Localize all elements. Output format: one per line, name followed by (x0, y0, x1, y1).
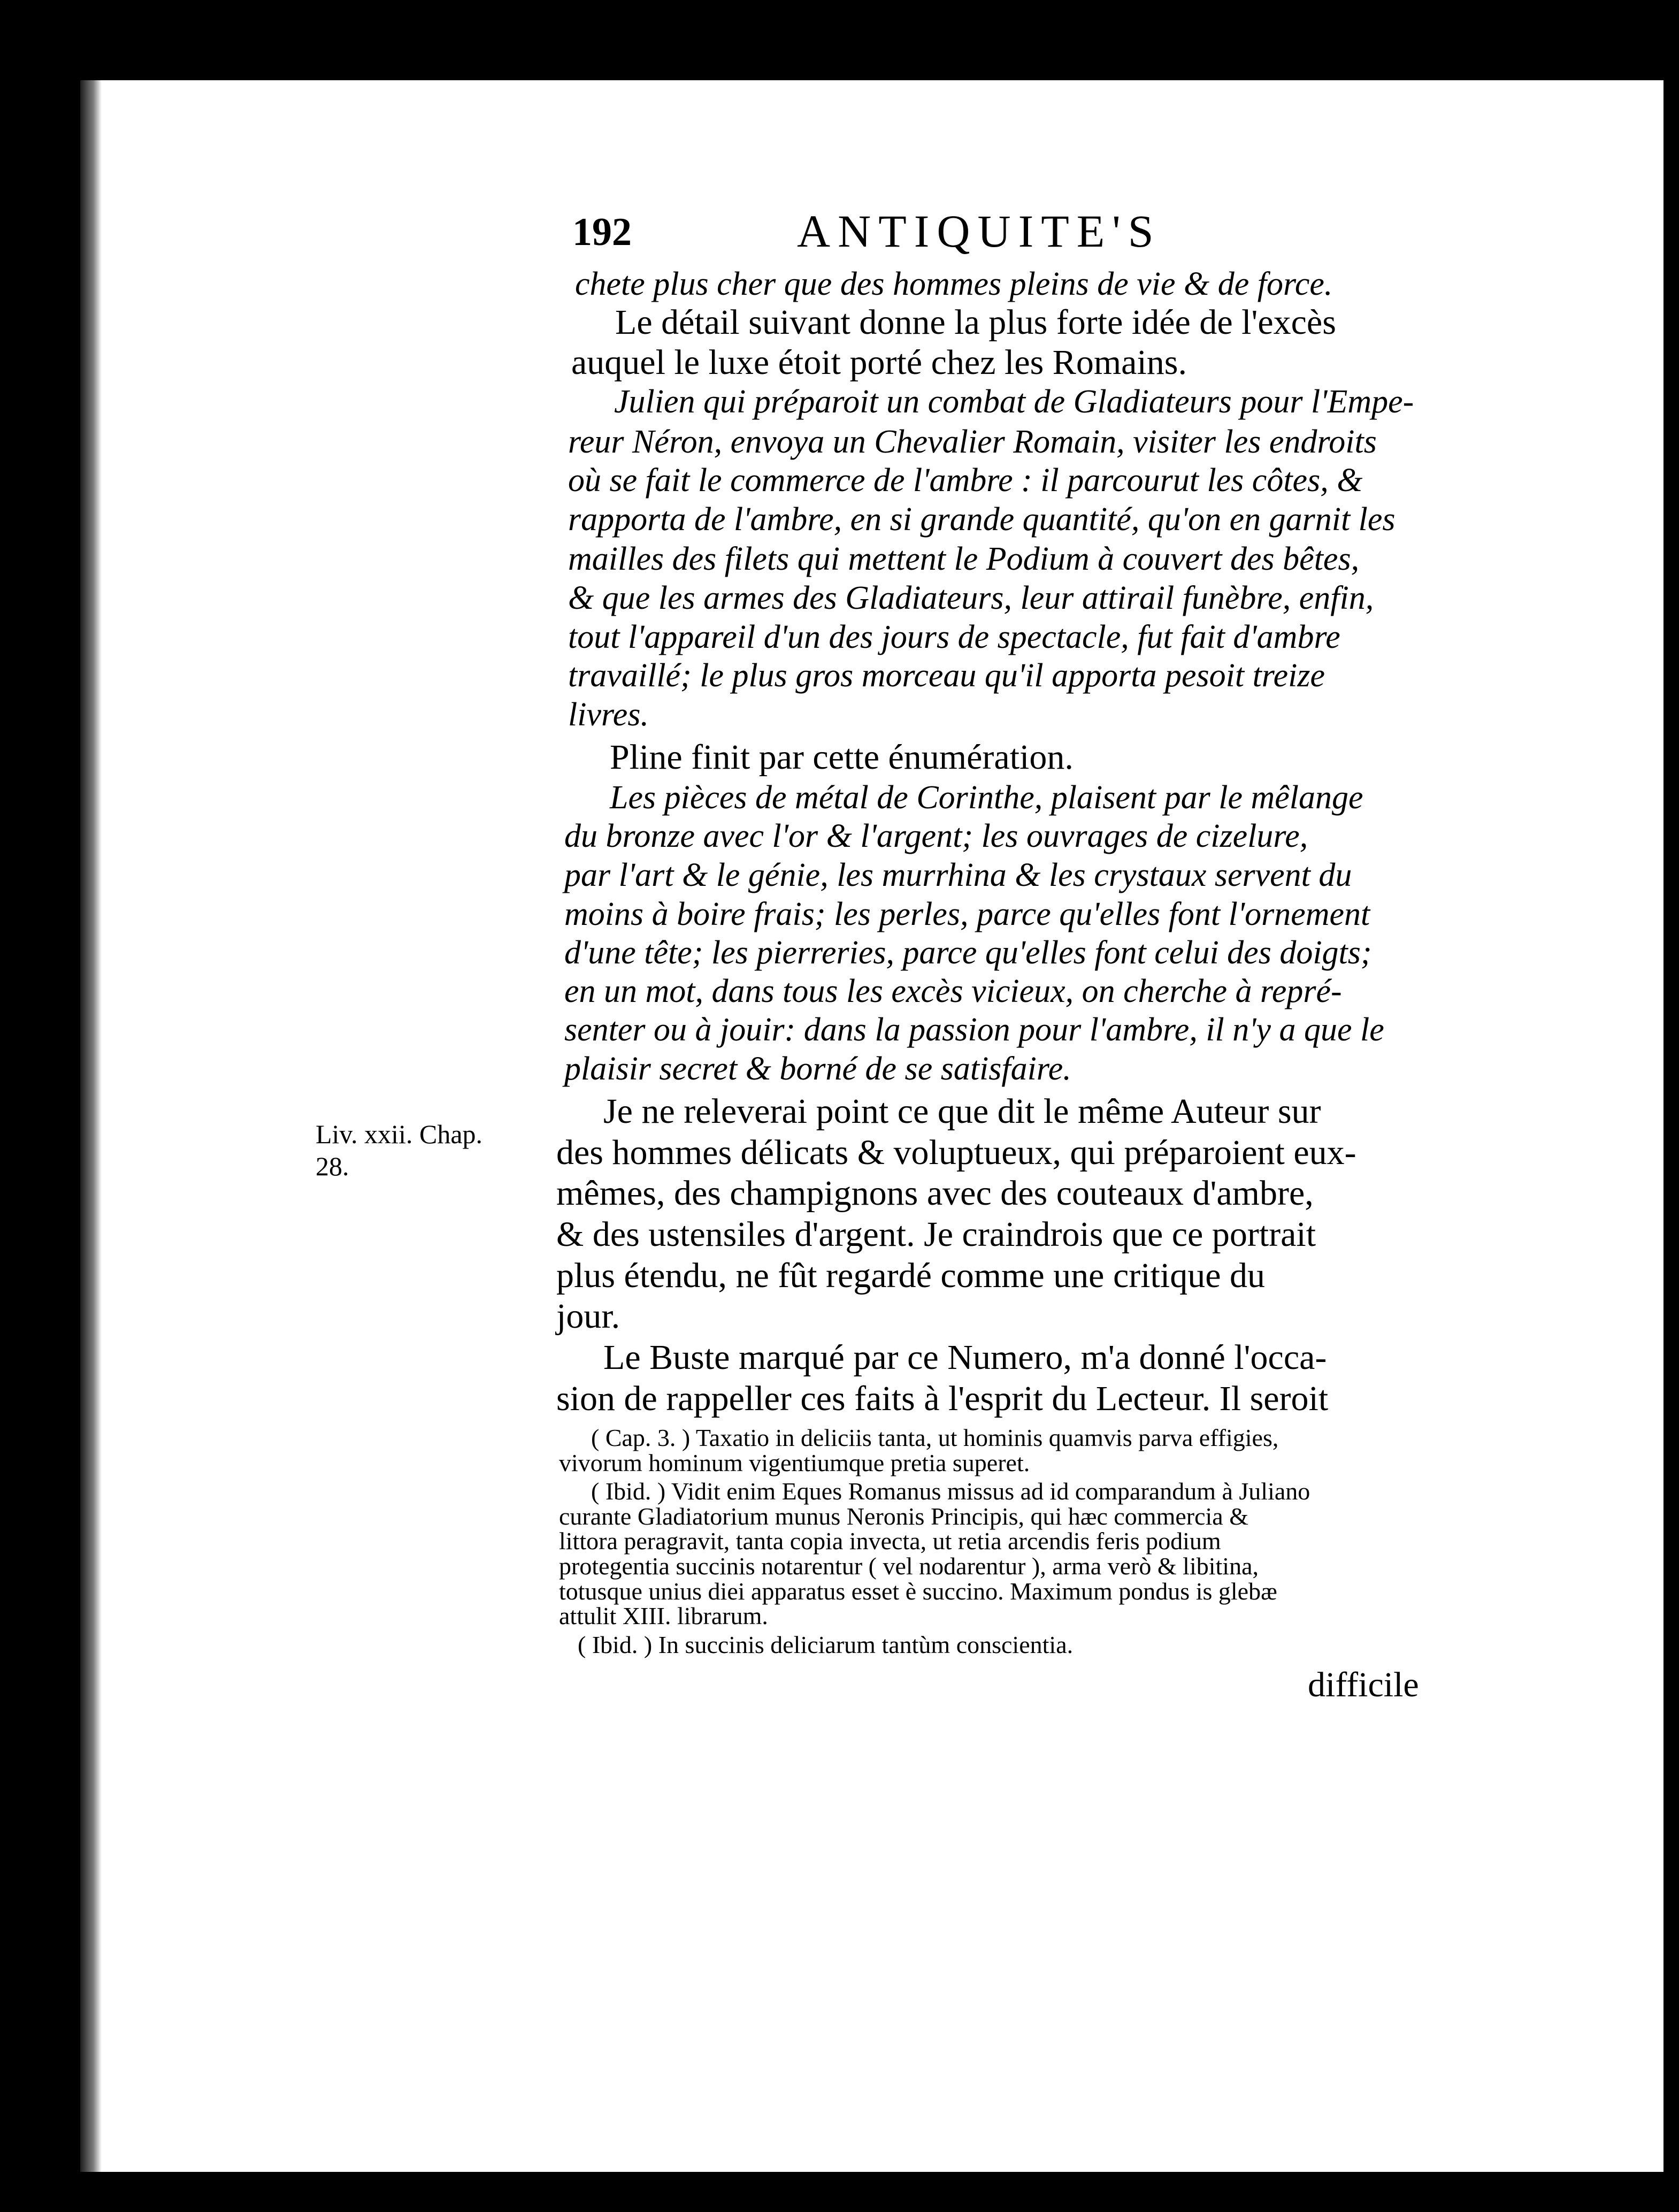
body-line: livres. (568, 696, 649, 733)
body-line: moins à boire frais; les perles, parce qu'elles font l'ornement (564, 896, 1370, 932)
body-line: mêmes, des champignons avec des couteaux d'ambre, (556, 1174, 1314, 1213)
footnote-line: ( Ibid. ) Vidit enim Eques Romanus missus ad id comparandum à Juliano (591, 1478, 1310, 1505)
footnote-line: vivorum hominum vigentiumque pretia superet. (559, 1449, 1030, 1476)
footnote-line: curante Gladiatorium munus Neronis Principis, qui hæc commercia & (559, 1503, 1248, 1530)
margin-note-line: 28. (316, 1151, 349, 1181)
scan-border-top (0, 0, 1679, 80)
scan-border-bottom (0, 2172, 1679, 2212)
body-line: Les pièces de métal de Corinthe, plaisent par le mêlange (610, 779, 1363, 816)
body-line: Le détail suivant donne la plus forte idée de l'excès (615, 303, 1336, 342)
body-line: Pline finit par cette énumération. (610, 738, 1074, 777)
body-line: jour. (556, 1297, 620, 1336)
footnote-line: littora peragravit, tanta copia invecta, ut retia arcendis feris podium (559, 1527, 1221, 1555)
body-line: où se fait le commerce de l'ambre : il parcourut les côtes, & (568, 462, 1363, 499)
footnote-line: ( Ibid. ) In succinis deliciarum tantùm conscientia. (578, 1631, 1074, 1658)
body-line: senter ou à jouir: dans la passion pour l'ambre, il n'y a que le (564, 1012, 1384, 1048)
body-line: des hommes délicats & voluptueux, qui préparoient eux- (556, 1133, 1356, 1172)
margin-note-line: Liv. xxii. Chap. (316, 1119, 483, 1149)
body-line: du bronze avec l'or & l'argent; les ouvrages de cizelure, (564, 818, 1308, 854)
footnote-line: attulit XIII. librarum. (559, 1602, 768, 1629)
body-line: mailles des filets qui mettent le Podium à couvert des bêtes, (568, 541, 1360, 577)
body-line: plus étendu, ne fût regardé comme une critique du (556, 1256, 1266, 1295)
footnote-line: protegentia succinis notarentur ( vel nodarentur ), arma verò & libitina, (559, 1552, 1259, 1580)
body-line: rapporta de l'ambre, en si grande quantité, qu'on en garnit les (568, 501, 1396, 538)
body-line: par l'art & le génie, les murrhina & les crystaux servent du (564, 857, 1352, 893)
running-head (572, 204, 1439, 263)
catchword: difficile (1308, 1665, 1419, 1704)
body-line: auquel le luxe étoit porté chez les Romains. (571, 343, 1187, 382)
body-line: & que les armes des Gladiateurs, leur attirail funèbre, enfin, (568, 580, 1374, 616)
body-line: en un mot, dans tous les excès vicieux, on cherche à repré- (564, 973, 1342, 1009)
body-line: plaisir secret & borné de se satisfaire. (564, 1051, 1071, 1087)
body-line: reur Néron, envoya un Chevalier Romain, visiter les endroits (568, 424, 1377, 460)
footnote-line: totusque unius diei apparatus esset è succino. Maximum pondus is glebæ (559, 1578, 1277, 1605)
body-line: Le Buste marqué par ce Numero, m'a donné l'occa- (603, 1338, 1327, 1377)
footnote-line: ( Cap. 3. ) Taxatio in deliciis tanta, ut hominis quamvis parva effigies, (591, 1424, 1279, 1451)
body-line: Julien qui préparoit un combat de Gladiateurs pour l'Empe- (614, 384, 1414, 420)
body-line: d'une tête; les pierreries, parce qu'elles font celui des doigts; (564, 935, 1372, 971)
body-line: sion de rappeller ces faits à l'esprit du Lecteur. Il seroit (556, 1379, 1329, 1418)
running-title: ANTIQUITE'S (797, 205, 1161, 257)
margin-note (316, 1118, 482, 1182)
scan-border-right (1663, 0, 1679, 2212)
body-line: Je ne releverai point ce que dit le même Auteur sur (603, 1092, 1321, 1131)
body-line: travaillé; le plus gros morceau qu'il apporta pesoit treize (568, 657, 1325, 694)
scan-border-left (0, 0, 102, 2212)
body-line: & des ustensiles d'argent. Je craindrois que ce portrait (556, 1215, 1316, 1254)
body-line: chete plus cher que des hommes pleins de vie & de force. (575, 266, 1333, 302)
page-number: 192 (572, 210, 632, 254)
body-line: tout l'appareil d'un des jours de spectacle, fut fait d'ambre (568, 619, 1340, 655)
